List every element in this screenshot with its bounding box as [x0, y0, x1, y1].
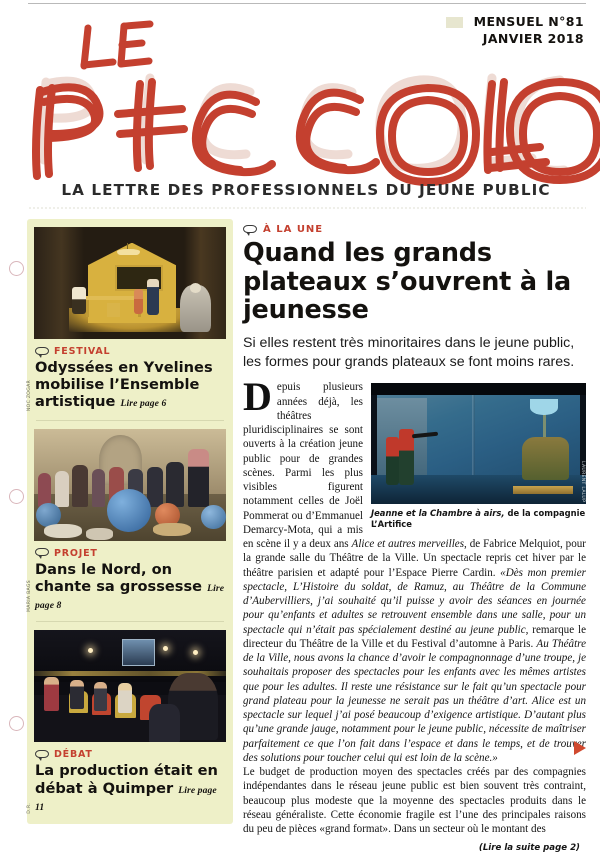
teaser-debat[interactable]: [27, 630, 226, 814]
teaser-link[interactable]: Lire page 6: [120, 398, 167, 410]
article-body: [243, 374, 587, 854]
article-quote-1: «Dès mon premier spectacle, L’Histoire du soldat, de Ramuz, au Théâtre de la Commune d’Aubervilliers, j’ai souhaité qu’il puisse y avoir des séances en journée pour qu’enfants et adultes se retrouvent ensemble dans une salle, pour un spectacle qui n’était pas spécialement destiné au jeune public,: [243, 566, 587, 636]
photo-odyssees-yvelines: [34, 227, 226, 339]
rubric-label: PROJET: [54, 547, 98, 559]
photo-jeanne-chambre-a-airs: [371, 383, 586, 504]
rubric-label: DÉBAT: [54, 749, 93, 761]
teaser-rubric-festival: [35, 346, 226, 357]
teaser-rubric-debat: [35, 749, 226, 760]
article-attribution: remarque le directeur du Théâtre de la Ville et du Festival d’automne à Paris.: [243, 623, 586, 650]
lead-article: [243, 224, 586, 854]
figure-caption-company: de la compagnie L’Artifice: [371, 508, 586, 530]
figure-caption: [371, 508, 586, 530]
teaser-divider: [36, 420, 224, 421]
masthead-tagline: LA LETTRE DES PROFESSIONNELS DU JEUNE PUBLIC: [61, 181, 551, 199]
teaser-title-text: Odyssées en Yvelines mobilise l’Ensemble artistique: [35, 359, 213, 411]
teaser-festival[interactable]: [27, 227, 226, 411]
photo-credit: D.R.: [27, 803, 32, 814]
article-figure: [371, 383, 586, 530]
article-dropcap: D: [243, 374, 272, 420]
article-work-title-1: Alice et autres merveilles: [351, 538, 465, 551]
photo-credit: NOC ZOGAR: [27, 379, 32, 411]
binder-ring-icon: [9, 489, 24, 504]
teaser-rubric-projet: [35, 548, 226, 559]
teaser-link[interactable]: Lire page 8: [35, 582, 225, 612]
header-dotted-divider: [28, 207, 586, 209]
teaser-title-text: Dans le Nord, on chante sa grossesse: [35, 560, 203, 595]
issue-frequency: MENSUEL N°81: [473, 14, 584, 29]
top-divider: [28, 3, 586, 4]
teaser-divider: [36, 621, 224, 622]
masthead-logo: [0, 10, 600, 195]
continued-link[interactable]: (Lire la suite page 2): [478, 843, 580, 854]
speech-bubble-icon: [35, 347, 49, 357]
binder-ring-icon: [9, 261, 24, 276]
article-rubric: [243, 224, 586, 235]
rubric-label: À LA UNE: [263, 224, 324, 235]
photo-credit: LAURENT LALUP: [580, 461, 585, 503]
teaser-link[interactable]: Lire page 11: [35, 784, 217, 813]
page-title: Quand les grands plateaux s’ouvrent à la jeunesse: [243, 238, 572, 326]
article-quote-2: Au Théâtre de la Ville, nous avons la chance d’avoir le compagnonnage d’une troupe, je souhaitais proposer des spectacles pour les enfants avec les mêmes artistes que pour les adultes. Il reste une résistance sur le fait qu’un spectacle pour grand plateau pour la jeunesse ne serait pas un théâtre d’art. Alice est un spectacle sur lequel j’ai posé beaucoup d’exigence artistique. D’autant plus qu’une grande jauge, notamment pour le jeune public, nécessite de maîtriser parfaitement ce que l’on fait dans l’espace et dans le temps, et de trouver des solutions pour toucher celui qui est loin de la scène.»: [243, 637, 587, 764]
teaser-projet[interactable]: [27, 429, 226, 613]
issue-date: JANVIER 2018: [482, 30, 584, 46]
sidebar-teasers: [27, 219, 233, 824]
article-text-2: , de Fabrice Melquiot, pour la grande salle du Théâtre de la Ville. Un spectacle repris cet hiver par le théâtre parisien et adapté pour l’Espace Pierre Cardin.: [243, 538, 586, 579]
teaser-title[interactable]: [35, 762, 226, 814]
speech-bubble-icon: [243, 225, 257, 235]
teaser-title[interactable]: [35, 359, 226, 411]
speech-bubble-icon: [35, 548, 49, 558]
photo-chante-grossesse: [34, 429, 226, 541]
teaser-title[interactable]: [35, 561, 226, 613]
teaser-title-text: La production était en débat à Quimper: [35, 762, 218, 797]
article-standfirst: Si elles restent très minoritaires dans le jeune public, les formes pour grands plateaux se font moins rares.: [243, 334, 575, 370]
continue-arrow-icon[interactable]: [574, 741, 586, 755]
rubric-label: FESTIVAL: [54, 346, 111, 357]
speech-bubble-icon: [35, 750, 49, 760]
photo-credit: MARIA BAGS: [27, 580, 32, 613]
article-paragraph-2: Le budget de production moyen des spectacles créés par des compagnies indépendantes dans le réseau jeune public est bien souvent très contraint, beaucoup plus modeste que la moyenne des spectacles produits dans le réseau généraliste. Cette économie fragile est l’une des principales raisons du peu de pièces «grand format». Dans un secteur où le montant des: [243, 766, 586, 836]
article-text-1: epuis plusieurs années déjà, les théâtres pluridisciplinaires se sont ouverts à la création jeune public pour de grandes scènes. Parmi les plus visibles figurent notamment celles de Joël Pommerat ou d’Emmanuel Demarcy-Mota, qui a mis en scène il y a deux ans: [243, 381, 363, 551]
binder-ring-icon: [9, 716, 24, 731]
figure-caption-title: Jeanne et la Chambre à airs,: [371, 508, 505, 519]
photo-debat-quimper: [34, 630, 226, 742]
